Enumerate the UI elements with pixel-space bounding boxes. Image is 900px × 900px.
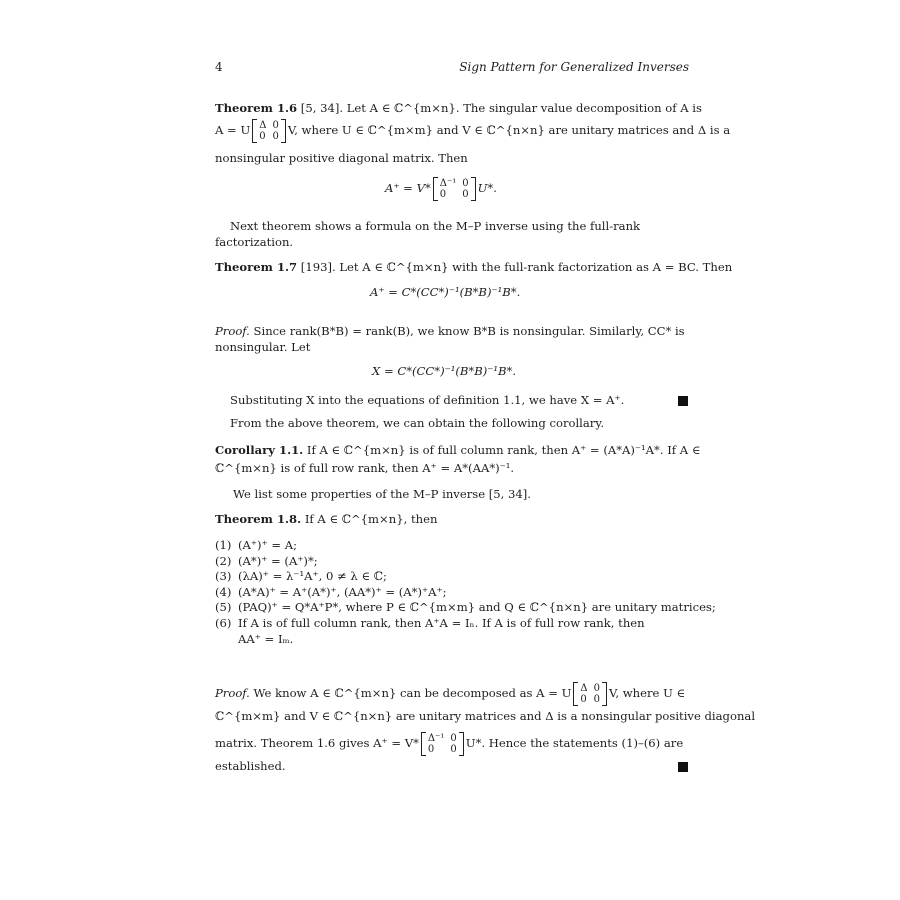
proof-line: ℂ^{m×m} and V ∈ ℂ^{n×n} are unitary matrices and Δ is a nonsingular positive diagonal bbox=[215, 709, 756, 723]
proof-line bbox=[215, 733, 683, 755]
theorem-label: Theorem 1.7 bbox=[215, 260, 298, 274]
theorem-text: If A ∈ ℂ^{m×n}, then bbox=[301, 512, 438, 526]
matrix-cell: 0 bbox=[462, 178, 469, 189]
item-number: (6) bbox=[215, 615, 232, 630]
theorem-1-7 bbox=[215, 259, 732, 276]
running-title: Sign Pattern for Generalized Inverses bbox=[459, 60, 689, 74]
proof-text: Since rank(B*B) = rank(B), we know B*B is nonsingular. Similarly, CC* is bbox=[249, 324, 685, 338]
proof-label: Proof. bbox=[215, 686, 250, 700]
matrix-cell: 0 bbox=[439, 189, 447, 200]
proof-line: established. bbox=[215, 759, 286, 773]
list-item bbox=[215, 600, 716, 616]
proof-text: U*. Hence the statements (1)–(6) are bbox=[465, 736, 684, 750]
proof-text: We know A ∈ ℂ^{m×n} can be decomposed as A = U bbox=[249, 686, 572, 700]
item-text: (λA)⁺ = λ⁻¹A⁺, 0 ≠ λ ∈ ℂ; bbox=[238, 569, 387, 584]
theorem-1-6-line2 bbox=[215, 120, 730, 142]
theorem-text: [193]. Let A ∈ ℂ^{m×n} with the full-rank factorization as A = BC. Then bbox=[297, 260, 733, 274]
matrix-cell: Δ⁻¹ bbox=[439, 178, 457, 189]
proof-line: nonsingular. Let bbox=[215, 340, 311, 354]
block-matrix bbox=[421, 733, 464, 755]
block-matrix bbox=[573, 683, 607, 705]
matrix-cell: 0 bbox=[462, 189, 469, 200]
corollary-1-1-line2: ℂ^{m×n} is of full row rank, then A⁺ = A*(AA*)⁻¹. bbox=[215, 461, 515, 475]
corollary-1-1-line1 bbox=[215, 442, 700, 459]
matrix-cell: Δ bbox=[580, 683, 588, 694]
item-number: (2) bbox=[215, 553, 232, 568]
item-text: (A⁺)⁺ = A; bbox=[238, 538, 298, 552]
list-item bbox=[215, 616, 716, 632]
qed-symbol bbox=[678, 396, 688, 406]
proof-text: V, where U ∈ bbox=[609, 686, 686, 700]
theorem-label: Theorem 1.8. bbox=[215, 512, 302, 526]
item-text: (A*A)⁺ = A⁺(A*)⁺, (AA*)⁺ = (A*)⁺A⁺; bbox=[238, 584, 447, 599]
property-list bbox=[215, 538, 716, 647]
item-number: (5) bbox=[215, 600, 232, 615]
eq-lhs: A⁺ = V* bbox=[385, 181, 431, 195]
corollary-label: Corollary 1.1. bbox=[215, 443, 304, 457]
matrix-cell: 0 bbox=[272, 120, 279, 131]
proof-line: Substituting X into the equations of definition 1.1, we have X = A⁺. bbox=[230, 393, 625, 407]
equation-full-rank: A⁺ = C*(CC*)⁻¹(B*B)⁻¹B*. bbox=[370, 285, 521, 299]
paragraph-line: From the above theorem, we can obtain the following corollary. bbox=[230, 416, 605, 430]
matrix-cell: 0 bbox=[450, 733, 457, 744]
matrix-cell: 0 bbox=[272, 131, 279, 142]
paragraph-line: Next theorem shows a formula on the M–P inverse using the full-rank bbox=[230, 219, 641, 233]
list-item bbox=[215, 569, 716, 585]
item-number: (3) bbox=[215, 569, 232, 584]
block-matrix bbox=[252, 120, 286, 142]
matrix-cell: 0 bbox=[427, 744, 435, 755]
list-item bbox=[215, 585, 716, 601]
proof-text: matrix. Theorem 1.6 gives A⁺ = V* bbox=[215, 736, 419, 750]
theorem-1-6-line1 bbox=[215, 100, 702, 117]
list-item bbox=[215, 538, 716, 554]
eq-rhs: U*. bbox=[477, 181, 497, 195]
matrix-cell: 0 bbox=[593, 694, 601, 705]
theorem-1-6-line3: nonsingular positive diagonal matrix. Then bbox=[215, 151, 468, 165]
item-text: If A is of full column rank, then A⁺A = Iₙ. If A is of full row rank, then bbox=[238, 615, 645, 630]
matrix-cell: Δ⁻¹ bbox=[427, 733, 445, 744]
theorem-1-8 bbox=[215, 511, 437, 528]
theorem-text: V, where U ∈ ℂ^{m×m} and V ∈ ℂ^{n×n} are unitary matrices and Δ is a bbox=[287, 123, 731, 137]
proof-line bbox=[215, 683, 685, 705]
list-item-continuation bbox=[215, 632, 716, 648]
item-text: (PAQ)⁺ = Q*A⁺P*, where P ∈ ℂ^{m×m} and Q ∈ ℂ^{n×n} are unitary matrices; bbox=[238, 600, 716, 615]
theorem-label: Theorem 1.6 bbox=[215, 101, 298, 115]
equation-x: X = C*(CC*)⁻¹(B*B)⁻¹B*. bbox=[372, 364, 517, 378]
corollary-text: If A ∈ ℂ^{m×n} is of full column rank, then A⁺ = (A*A)⁻¹A*. If A ∈ bbox=[303, 443, 701, 457]
theorem-text: [5, 34]. Let A ∈ ℂ^{m×n}. The singular value decomposition of A is bbox=[297, 101, 702, 115]
matrix-cell: 0 bbox=[580, 694, 587, 705]
proof-line bbox=[215, 323, 685, 340]
proof-label: Proof. bbox=[215, 324, 250, 338]
page-number: 4 bbox=[215, 60, 223, 74]
item-number: (1) bbox=[215, 538, 232, 552]
matrix-cell: 0 bbox=[593, 683, 601, 694]
block-matrix bbox=[433, 178, 476, 200]
item-text: AA⁺ = Iₘ. bbox=[238, 631, 294, 646]
equation-pseudoinverse-svd bbox=[385, 178, 497, 200]
list-item bbox=[215, 554, 716, 570]
item-number: (4) bbox=[215, 584, 232, 599]
matrix-cell: 0 bbox=[259, 131, 266, 142]
matrix-cell: Δ bbox=[259, 120, 267, 131]
paragraph-line: We list some properties of the M–P inverse [5, 34]. bbox=[233, 487, 531, 501]
paragraph-line: factorization. bbox=[215, 235, 294, 249]
qed-symbol bbox=[678, 762, 688, 772]
eq-lhs: A = U bbox=[215, 123, 251, 137]
matrix-cell: 0 bbox=[450, 744, 457, 755]
item-text: (A*)⁺ = (A⁺)*; bbox=[238, 553, 318, 568]
